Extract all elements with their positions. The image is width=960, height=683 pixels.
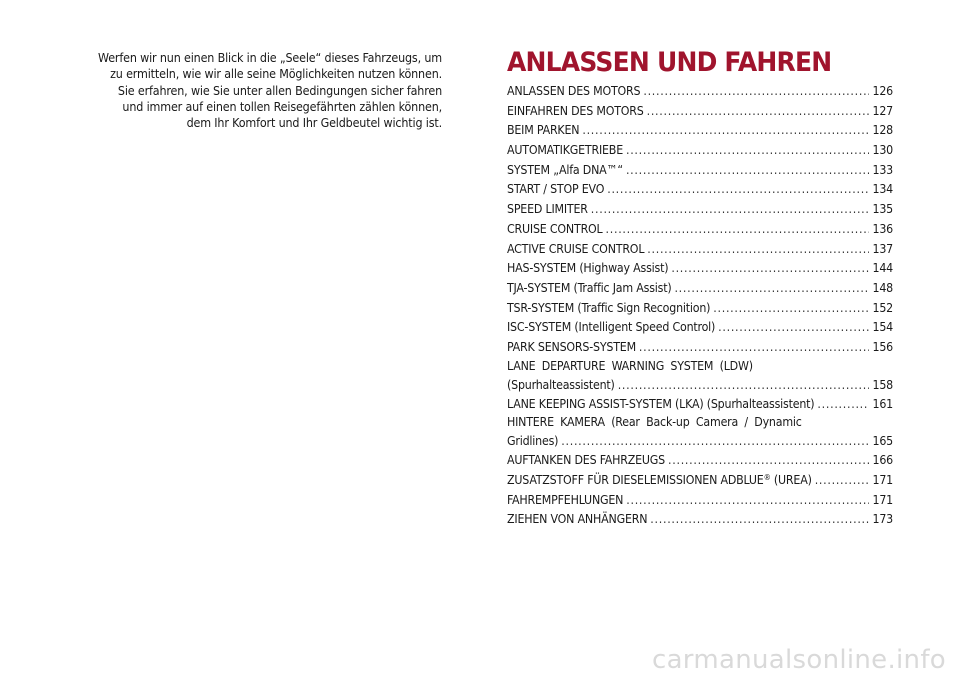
toc-entry[interactable] [507, 414, 893, 451]
toc-entry[interactable] [507, 240, 893, 260]
toc-leader [591, 200, 870, 220]
toc-label: CRUISE CONTROL [507, 221, 603, 236]
toc-page-number: 144 [872, 261, 893, 276]
toc-label: START / STOP EVO [507, 182, 605, 197]
toc-label: AUTOMATIKGETRIEBE [507, 143, 623, 158]
toc-label: FAHREMPFEHLUNGEN [507, 492, 624, 507]
toc-leader [647, 240, 869, 260]
toc-label: LANE KEEPING ASSIST-SYSTEM (LKA) (Spurhalteassistent) [507, 396, 815, 411]
toc-entry[interactable] [507, 82, 893, 102]
toc-page-number: 127 [872, 103, 893, 118]
toc-leader [650, 510, 869, 530]
toc-entry[interactable] [507, 318, 893, 338]
toc-page-number: 152 [872, 300, 893, 315]
toc-page-number: 171 [872, 473, 893, 487]
toc-page-number: 161 [872, 396, 893, 411]
intro-line: zu ermitteln, wie wir alle seine Möglichkeiten nutzen können. [110, 66, 442, 82]
toc-label: Gridlines) [507, 434, 559, 449]
toc-label: HAS-SYSTEM (Highway Assist) [507, 261, 669, 276]
toc-leader [643, 82, 869, 102]
toc-entry[interactable] [507, 200, 893, 220]
toc-leader [582, 121, 869, 141]
toc-entry[interactable] [507, 510, 893, 530]
toc-label-line1: LANE DEPARTURE WARNING SYSTEM (LDW) [507, 358, 753, 373]
toc-page-number: 135 [872, 202, 893, 217]
toc-page-number: 166 [872, 453, 893, 468]
toc-entry[interactable] [507, 279, 893, 299]
toc-entry[interactable] [507, 259, 893, 279]
toc-leader [607, 180, 869, 200]
toc-page-number: 154 [872, 320, 893, 335]
intro-line: dem Ihr Komfort und Ihr Geldbeutel wichtig ist. [186, 115, 442, 131]
toc-entry[interactable] [507, 491, 893, 511]
intro-line: Werfen wir nun einen Blick in die „Seele“ dieses Fahrzeugs, um [98, 50, 442, 65]
toc-label: PARK SENSORS-SYSTEM [507, 339, 636, 354]
toc-page-number: 133 [872, 162, 893, 177]
toc-entry[interactable] [507, 451, 893, 471]
registered-mark: ® [763, 473, 771, 482]
toc-label-line1: HINTERE KAMERA (Rear Back-up Camera / Dynamic [507, 415, 802, 430]
toc-page-number: 137 [872, 241, 893, 256]
toc-entry[interactable] [507, 161, 893, 181]
toc-page-number: 148 [872, 280, 893, 295]
toc-leader [561, 431, 869, 451]
toc-entry[interactable] [507, 102, 893, 122]
toc-leader [606, 220, 870, 240]
intro-line: Sie erfahren, wie Sie unter allen Bedingungen sicher fahren [117, 82, 442, 98]
toc-entry[interactable] [507, 299, 893, 319]
toc-label-suffix: (UREA) [770, 473, 812, 487]
toc-leader [668, 451, 869, 471]
toc-label [507, 471, 812, 491]
intro-line: und immer auf einen tollen Reisegefährten zählen können, [122, 98, 442, 114]
toc-page-number: 173 [872, 512, 893, 527]
toc-page-number: 130 [872, 143, 893, 158]
toc-label: SPEED LIMITER [507, 202, 588, 217]
toc-label: EINFAHREN DES MOTORS [507, 103, 644, 118]
toc-page-number: 136 [872, 221, 893, 236]
toc-leader [647, 102, 870, 122]
toc-leader [815, 471, 870, 491]
toc-label: (Spurhalteassistent) [507, 377, 615, 392]
toc-entry[interactable] [507, 471, 893, 491]
toc-entry[interactable] [507, 121, 893, 141]
toc-leader [713, 299, 869, 319]
toc-page-number: 126 [872, 84, 893, 98]
toc-page-number: 165 [872, 434, 893, 449]
toc-leader [618, 375, 870, 395]
toc-label: TSR-SYSTEM (Traffic Sign Recognition) [507, 300, 711, 315]
toc-label: ACTIVE CRUISE CONTROL [507, 241, 645, 256]
toc-page-number: 171 [872, 492, 893, 507]
watermark: carmanualsonline.info [651, 645, 946, 675]
toc-page-number: 134 [872, 182, 893, 197]
toc-leader [639, 338, 870, 358]
intro-paragraph [80, 50, 442, 131]
toc-label: ANLASSEN DES MOTORS [507, 84, 641, 98]
toc-label: ZIEHEN VON ANHÄNGERN [507, 512, 648, 527]
chapter-title: ANLASSEN UND FAHREN [507, 47, 832, 78]
toc-label-text: ZUSATZSTOFF FÜR DIESELEMISSIONEN ADBLUE [507, 473, 764, 487]
toc-leader [626, 491, 869, 511]
toc-leader [671, 259, 869, 279]
toc-entry[interactable] [507, 141, 893, 161]
toc-label: BEIM PARKEN [507, 123, 580, 138]
toc-entry[interactable] [507, 395, 893, 415]
toc-entry[interactable] [507, 180, 893, 200]
toc-leader [674, 279, 869, 299]
table-of-contents [507, 82, 893, 530]
toc-leader [626, 161, 870, 181]
toc-label: TJA-SYSTEM (Traffic Jam Assist) [507, 280, 672, 295]
toc-entry[interactable] [507, 220, 893, 240]
toc-page-number: 158 [872, 377, 893, 392]
toc-label: SYSTEM „Alfa DNA™“ [507, 162, 623, 177]
toc-leader [718, 318, 869, 338]
toc-label: AUFTANKEN DES FAHRZEUGS [507, 453, 666, 468]
toc-page-number: 128 [872, 123, 893, 138]
toc-entry[interactable] [507, 358, 893, 395]
toc-leader [626, 141, 870, 161]
toc-entry[interactable] [507, 338, 893, 358]
toc-label: ISC-SYSTEM (Intelligent Speed Control) [507, 320, 716, 335]
toc-leader [817, 395, 869, 415]
toc-page-number: 156 [872, 339, 893, 354]
